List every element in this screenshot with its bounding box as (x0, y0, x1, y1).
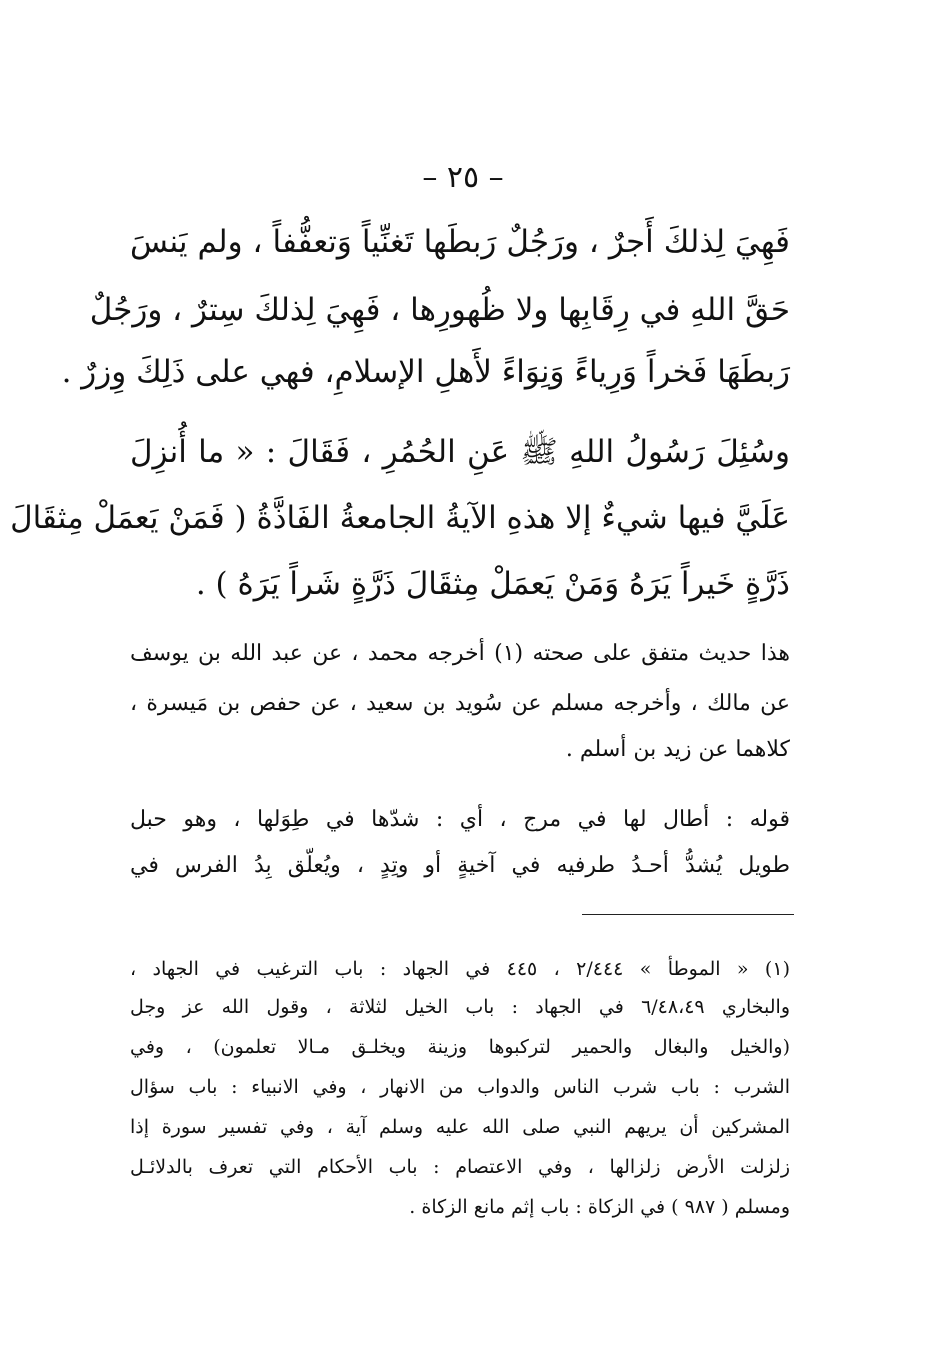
page-number: – ٢٥ – (422, 160, 504, 195)
hadith-line: فَهِيَ لِذلكَ أَجرٌ ، ورَجُلٌ رَبطَها تَغنِّياً وَتعفُّفاً ، ولم يَنسَ (130, 224, 790, 260)
hadith-line: عَلَيَّ فيها شيءٌ إلا هذهِ الآيةُ الجامعةُ الفَاذَّةُ ( فَمَنْ يَعمَلْ مِثقَالَ (10, 500, 790, 536)
commentary-line: كلاهما عن زيد بن أسلم . (565, 737, 790, 762)
hadith-line: حَقَّ اللهِ في رِقَابِها ولا ظُهورِها ، فَهِيَ لِذلكَ سِترٌ ، ورَجُلٌ (89, 292, 790, 328)
footnote-line: الشرب : باب شرب الناس والدواب من الانهار ، وفي الانبياء : باب سؤال (130, 1076, 790, 1098)
footnote-line: المشركين أن يريهم النبي صلى الله عليه وسلم آية ، وفي تفسير سورة إذا (130, 1116, 790, 1138)
hadith-line: رَبطَهَا فَخراً وَرِياءً وَنِوَاءً لأَهلِ الإسلامِ، فهي على ذَلِكَ وِزرٌ . (61, 354, 790, 390)
hadith-line: ذَرَّةٍ خَيراً يَرَهُ وَمَنْ يَعمَلْ مِثقَالَ ذَرَّةٍ شَراً يَرَهُ ) . (195, 566, 790, 602)
commentary-line: طويل يُشدُّ أحـدُ طرفيه في آخيةٍ أو وتِدٍ ، ويُعلّق بِدُ الفرس في (130, 853, 790, 878)
commentary-line: قوله : أطال لها في مرج ، أي : شدّها في طِوَلها ، وهو حبل (130, 807, 790, 832)
footnote-line: زلزلت الأرض زلزالها ، وفي الاعتصام : باب الأحكام التي تعرف بالدلائـل (130, 1156, 790, 1178)
commentary-line: عن مالك ، وأخرجه مسلم عن سُويد بن سعيد ، عن حفص بن مَيسرة ، (130, 691, 790, 716)
footnote-line: والبخاري ٦/٤٨،٤٩ في الجهاد : باب الخيل لثلاثة ، وقول الله عز وجل (130, 996, 790, 1018)
footnote-separator (582, 914, 794, 915)
footnote-line: (والخيل والبغال والحمير لتركبوها وزينة ويخلـق مـالا تعلمون) ، وفي (130, 1036, 790, 1058)
footnote-line: (١) « الموطأ » ٢/٤٤٤ ، ٤٤٥ في الجهاد : باب الترغيب في الجهاد ، (130, 958, 790, 980)
hadith-line: وسُئِلَ رَسُولُ اللهِ ﷺ عَنِ الحُمُرِ ، فَقَالَ : « ما أُنزِلَ (130, 434, 790, 470)
footnote-line: ومسلم ( ٩٨٧ ) في الزكاة : باب إثم مانع الزكاة . (409, 1196, 790, 1218)
commentary-line: هذا حديث متفق على صحته (١) أخرجه محمد ، عن عبد الله بن يوسف (130, 641, 790, 666)
